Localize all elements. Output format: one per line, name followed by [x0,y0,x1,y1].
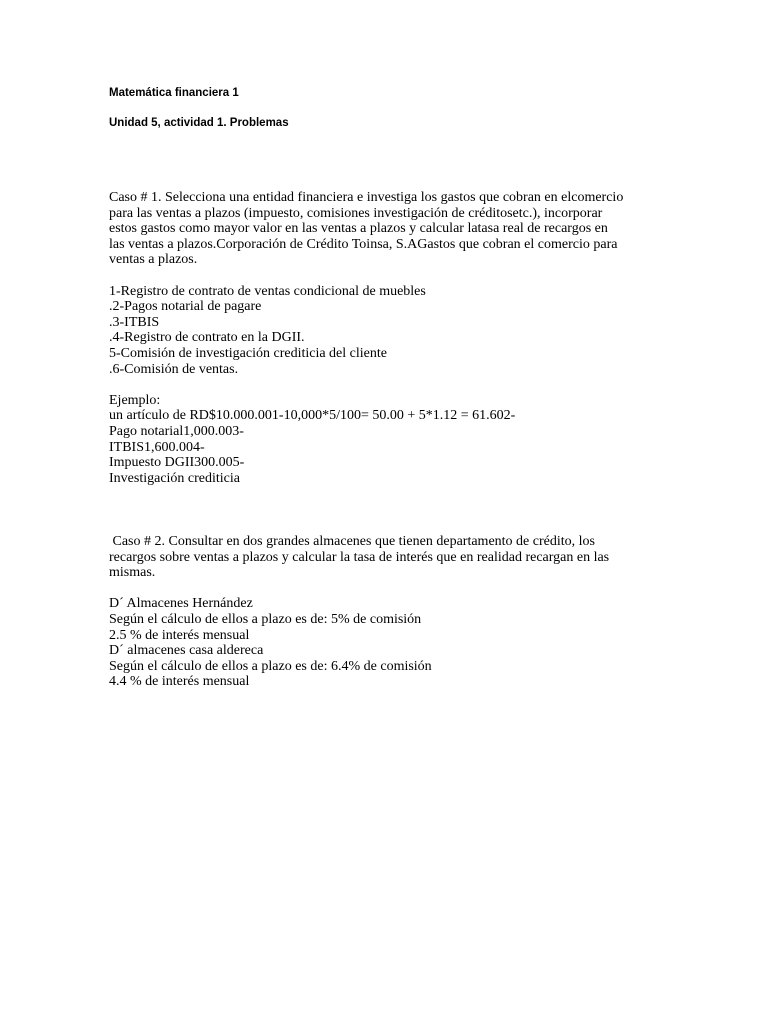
example-line: Investigación crediticia [109,470,240,486]
store-line: Según el cálculo de ellos a plazo es de: 6.4% de comisión [109,658,432,674]
paragraph-line: Caso # 1. Selecciona una entidad financiera e investiga los gastos que cobran en elcomercio [109,190,624,205]
paragraph-line: las ventas a plazos.Corporación de Crédito Toinsa, S.AGastos que cobran el comercio para [109,236,618,252]
paragraph-line: Caso # 2. Consultar en dos grandes almacenes que tienen departamento de crédito, los [109,534,595,549]
document-subtitle: Unidad 5, actividad 1. Problemas [109,117,289,129]
paragraph-line: ventas a plazos. [109,252,198,268]
caso-2-stores [109,596,669,690]
example-line: Ejemplo: [109,392,161,408]
document-title: Matemática financiera 1 [109,87,239,99]
list-item: .6-Comisión de ventas. [109,361,239,377]
caso-1-paragraph [109,190,669,268]
store-line: 2.5 % de interés mensual [109,627,250,643]
caso-2-section [109,534,669,690]
list-item: .2-Pagos notarial de pagare [109,299,262,315]
example-line: un artículo de RD$10.000.001-10,000*5/100= 50.00 + 5*1.12 = 61.602- [109,408,516,424]
store-line: D´ almacenes casa aldereca [109,643,264,659]
list-item: 1-Registro de contrato de ventas condicional de muebles [109,283,426,299]
store-line: Según el cálculo de ellos a plazo es de: 5% de comisión [109,611,422,627]
example-line: Impuesto DGII300.005- [109,455,245,471]
store-line: D´ Almacenes Hernández [109,596,253,612]
example-line: Pago notarial1,000.003- [109,423,244,439]
store-line: 4.4 % de interés mensual [109,674,250,690]
caso-2-paragraph [109,534,669,581]
paragraph-line: recargos sobre ventas a plazos y calcular la tasa de interés que en realidad recargan en las [109,549,610,565]
paragraph-line: estos gastos como mayor valor en las ventas a plazos y calcular latasa real de recargos en [109,221,608,237]
paragraph-line: para las ventas a plazos (impuesto, comisiones investigación de créditosetc.), incorporar [109,205,603,221]
example-line: ITBIS1,600.004- [109,439,205,455]
list-item: .4-Registro de contrato en la DGII. [109,330,305,346]
paragraph-line: mismas. [109,565,156,581]
list-item: 5-Comisión de investigación crediticia del cliente [109,345,387,361]
caso-1-expense-list [109,284,669,378]
list-item: .3-ITBIS [109,314,160,330]
caso-1-section [109,190,669,486]
caso-1-example [109,393,669,487]
